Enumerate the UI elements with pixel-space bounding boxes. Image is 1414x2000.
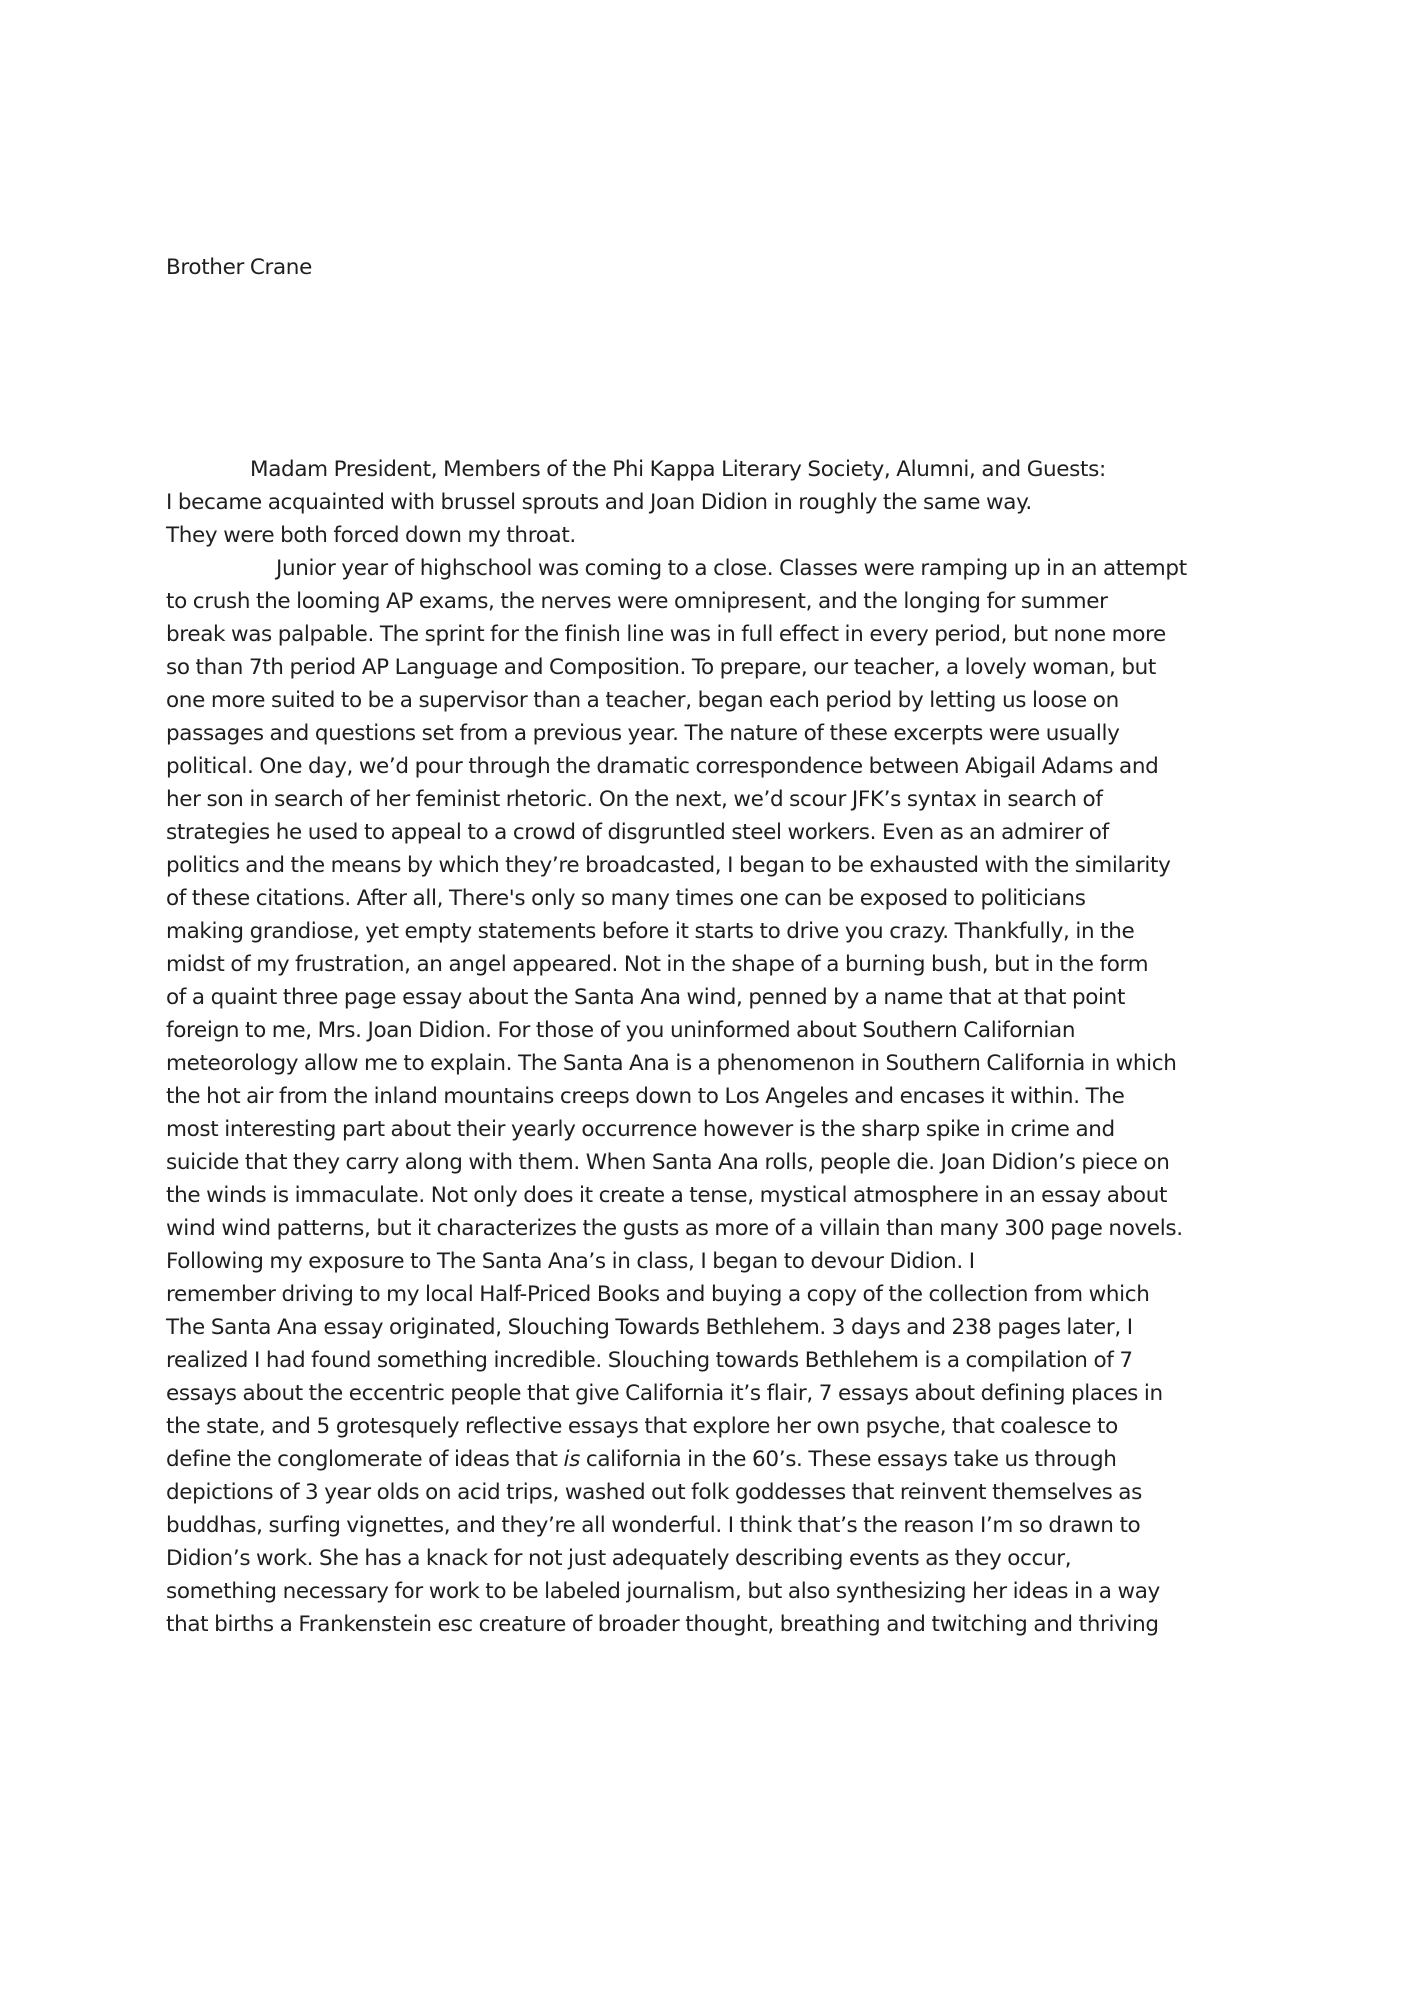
text-line: Junior year of highschool was coming to a close. Classes were ramping up in an attempt — [276, 556, 1187, 581]
text-line: making grandiose, yet empty statements before it starts to drive you crazy. Thankfully, in the — [166, 919, 1135, 944]
text-line: the hot air from the inland mountains creeps down to Los Angeles and encases it within. The — [166, 1084, 1125, 1109]
text-line: essays about the eccentric people that give California it’s flair, 7 essays about defining places in — [166, 1381, 1163, 1406]
text-segment: define the conglomerate of ideas that — [166, 1447, 564, 1472]
text-line: depictions of 3 year olds on acid trips, washed out folk goddesses that reinvent themselves as — [166, 1480, 1142, 1505]
text-line: political. One day, we’d pour through the dramatic correspondence between Abigail Adams and — [166, 754, 1159, 779]
document-header: Brother Crane — [166, 255, 312, 280]
text-line: something necessary for work to be labeled journalism, but also synthesizing her ideas in a way — [166, 1579, 1160, 1604]
text-line: break was palpable. The sprint for the finish line was in full effect in every period, but none more — [166, 622, 1166, 647]
text-segment: california in the 60’s. These essays take us through — [579, 1447, 1117, 1472]
text-line: passages and questions set from a previous year. The nature of these excerpts were usually — [166, 721, 1120, 746]
text-line: Following my exposure to The Santa Ana’s in class, I began to devour Didion. I — [166, 1249, 975, 1274]
text-line: most interesting part about their yearly occurrence however is the sharp spike in crime and — [166, 1117, 1115, 1142]
text-line: The Santa Ana essay originated, Slouching Towards Bethlehem. 3 days and 238 pages later, I — [166, 1315, 1133, 1340]
text-line: suicide that they carry along with them. When Santa Ana rolls, people die. Joan Didion’s piece on — [166, 1150, 1170, 1175]
text-line: strategies he used to appeal to a crowd of disgruntled steel workers. Even as an admirer of — [166, 820, 1109, 845]
text-line: politics and the means by which they’re broadcasted, I began to be exhausted with the similarity — [166, 853, 1171, 878]
text-line: Didion’s work. She has a knack for not just adequately describing events as they occur, — [166, 1546, 1072, 1571]
text-line: so than 7th period AP Language and Composition. To prepare, our teacher, a lovely woman, but — [166, 655, 1156, 680]
text-line: the state, and 5 grotesquely reflective essays that explore her own psyche, that coalesce to — [166, 1414, 1118, 1439]
text-line: that births a Frankenstein esc creature of broader thought, breathing and twitching and thriving — [166, 1612, 1159, 1637]
text-line: the winds is immaculate. Not only does it create a tense, mystical atmosphere in an essay about — [166, 1183, 1168, 1208]
text-line: her son in search of her feminist rhetoric. On the next, we’d scour JFK’s syntax in search of — [166, 787, 1103, 812]
text-line: remember driving to my local Half-Priced Books and buying a copy of the collection from which — [166, 1282, 1150, 1307]
text-line: one more suited to be a supervisor than a teacher, began each period by letting us loose on — [166, 688, 1119, 713]
text-line: buddhas, surfing vignettes, and they’re all wonderful. I think that’s the reason I’m so drawn to — [166, 1513, 1141, 1538]
emphasis-text: is — [563, 1447, 580, 1472]
text-line: realized I had found something incredible. Slouching towards Bethlehem is a compilation of 7 — [166, 1348, 1133, 1373]
text-line: I became acquainted with brussel sprouts and Joan Didion in roughly the same way. — [166, 490, 1032, 515]
text-line: to crush the looming AP exams, the nerves were omnipresent, and the longing for summer — [166, 589, 1108, 614]
text-line: of these citations. After all, There's only so many times one can be exposed to politicians — [166, 886, 1086, 911]
text-line: They were both forced down my throat. — [166, 523, 576, 548]
salutation-line: Madam President, Members of the Phi Kappa Literary Society, Alumni, and Guests: — [250, 457, 1106, 482]
text-line: meteorology allow me to explain. The Santa Ana is a phenomenon in Southern California in which — [166, 1051, 1177, 1076]
text-line: of a quaint three page essay about the Santa Ana wind, penned by a name that at that point — [166, 985, 1126, 1010]
text-line: midst of my frustration, an angel appeared. Not in the shape of a burning bush, but in the form — [166, 952, 1149, 977]
text-line: wind wind patterns, but it characterizes the gusts as more of a villain than many 300 page novels. — [166, 1216, 1183, 1241]
text-line: foreign to me, Mrs. Joan Didion. For those of you uninformed about Southern Californian — [166, 1018, 1076, 1043]
text-line-with-emphasis — [166, 1444, 1117, 1476]
